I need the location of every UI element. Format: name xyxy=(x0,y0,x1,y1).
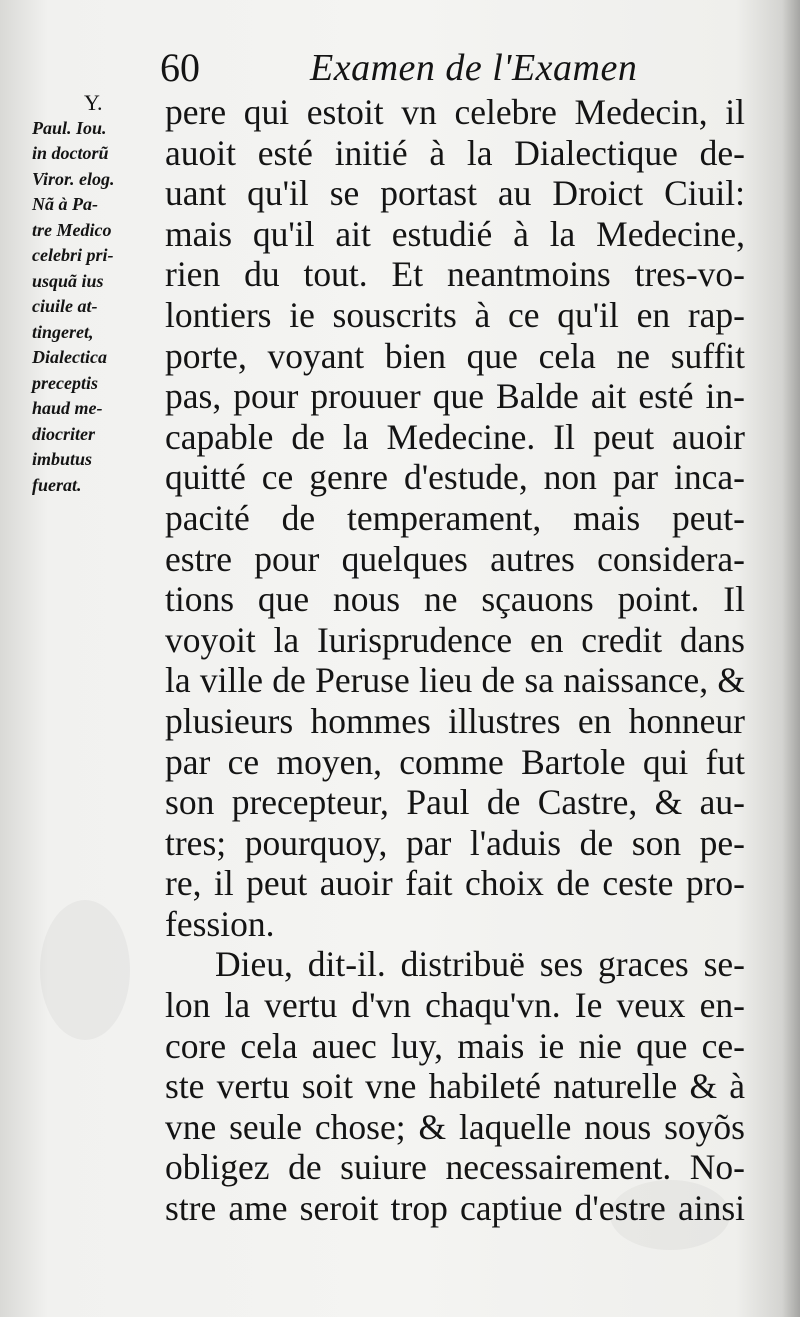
text-line: voyoit la Iurisprudence en credit dans xyxy=(165,619,745,660)
text-line: par ce moyen, comme Bartole qui fut xyxy=(165,741,745,782)
text-line: vne seule chose; & laquelle nous soyõs xyxy=(165,1106,745,1147)
marginal-line: haud me- xyxy=(32,398,103,418)
marginal-line: usquã ius xyxy=(32,270,104,291)
text-line: quitté ce genre d'estude, non par inca- xyxy=(165,457,745,498)
text-line: estre pour quelques autres considera- xyxy=(165,538,745,579)
marginal-line: Dialectica xyxy=(32,347,107,367)
text-line: la ville de Peruse lieu de sa naissance, & xyxy=(165,660,745,701)
marginal-line: preceptis xyxy=(32,372,98,393)
text-line: lontiers ie souscrits à ce qu'il en rap- xyxy=(165,294,745,335)
text-line: capable de la Medecine. Il peut auoir xyxy=(165,416,745,457)
marginal-line: imbutus xyxy=(32,449,93,469)
gutter-shadow xyxy=(782,0,800,1317)
text-line: stre ame seroit trop captiue d'estre ainsi xyxy=(165,1188,745,1229)
text-line: mais qu'il ait estudié à la Medecine, xyxy=(165,213,745,254)
marginal-line: tre Medico xyxy=(32,219,112,240)
marginal-line: Viror. elog. xyxy=(32,168,115,189)
text-line: auoit esté initié à la Dialectique de- xyxy=(165,132,745,173)
text-line: porte, voyant bien que cela ne suffit xyxy=(165,335,745,376)
text-line: pas, pour prouuer que Balde ait esté in- xyxy=(165,376,745,417)
text-line: core cela auec luy, mais ie nie que ce- xyxy=(165,1025,745,1066)
paragraph-start-line: Dieu, dit-il. distribuë ses graces se- xyxy=(215,944,745,985)
marginal-line: celebri pri- xyxy=(32,245,114,265)
text-line: rien du tout. Et neantmoins tres-vo- xyxy=(165,254,745,295)
text-line: pacité de temperament, mais peut- xyxy=(165,497,745,538)
marginal-note-ref: Y. xyxy=(84,90,103,115)
text-line: tions que nous ne sçauons point. Il xyxy=(165,579,745,620)
marginal-line: diocriter xyxy=(32,423,95,444)
text-line: tres; pourquoy, par l'aduis de son pe- xyxy=(165,822,745,863)
page-number: 60 xyxy=(160,45,200,90)
text-line: plusieurs hommes illustres en honneur xyxy=(165,700,745,741)
text-line: son precepteur, Paul de Castre, & au- xyxy=(165,782,745,823)
page-header xyxy=(160,38,720,98)
marginal-line: in doctorũ xyxy=(32,143,109,163)
text-line: pere qui estoit vn celebre Medecin, il xyxy=(165,92,745,132)
marginal-line: Nã à Pa- xyxy=(32,194,98,214)
text-line: uant qu'il se portast au Droict Ciuil: xyxy=(165,173,745,214)
marginal-line: fuerat. xyxy=(32,474,82,495)
text-line: re, il peut auoir fait choix de ceste pro- xyxy=(165,863,745,904)
text-line: obligez de suiure necessairement. No- xyxy=(165,1147,745,1188)
marginal-line: ciuile at- xyxy=(32,296,98,316)
paper-stain xyxy=(40,900,130,1040)
running-title: Examen de l'Examen xyxy=(310,47,638,89)
text-line: fession. xyxy=(165,903,275,944)
marginal-note xyxy=(32,90,160,498)
marginal-line: Paul. Iou. xyxy=(32,117,107,138)
body-text xyxy=(165,92,745,1229)
text-line: lon la vertu d'vn chaqu'vn. Ie veux en- xyxy=(165,985,745,1026)
marginal-line: tingeret, xyxy=(32,321,94,342)
text-line: ste vertu soit vne habileté naturelle & à xyxy=(165,1066,745,1107)
